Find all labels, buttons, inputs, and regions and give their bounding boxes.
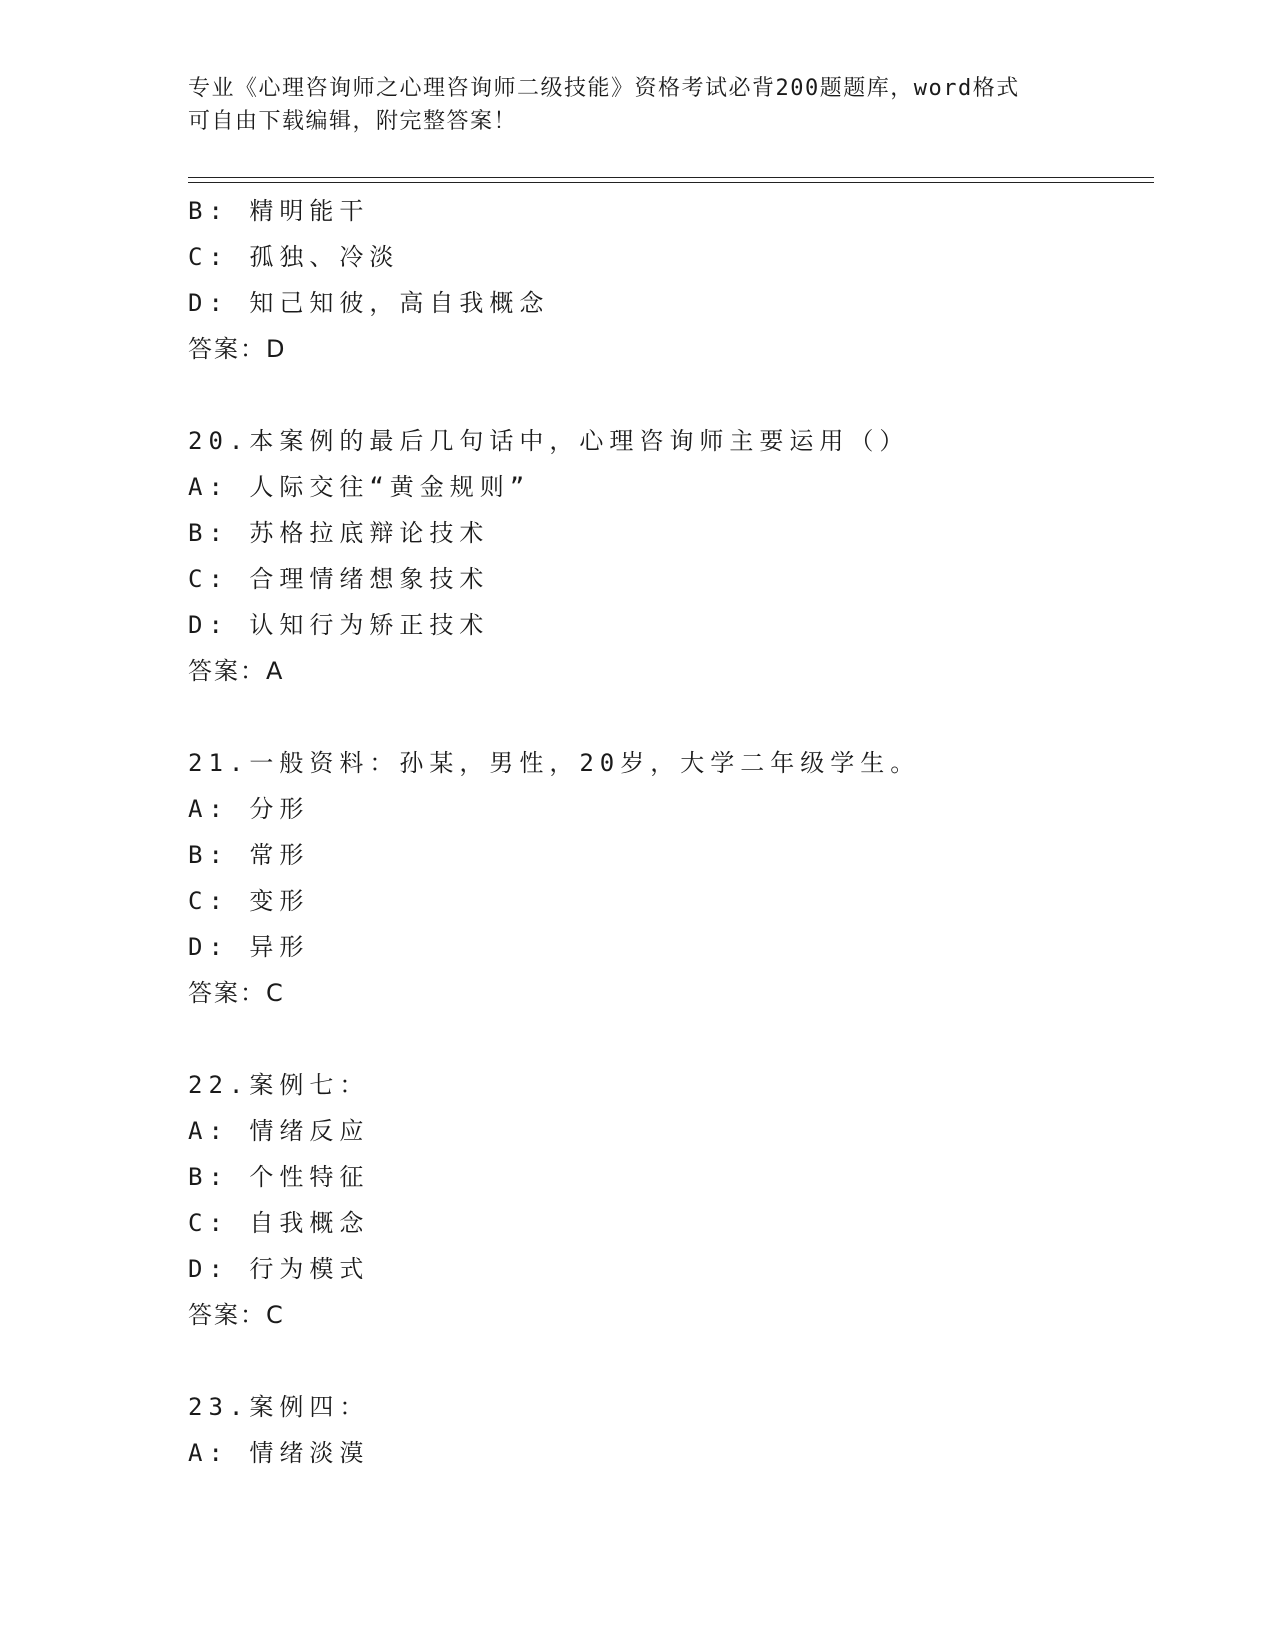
option-b: B: 常形	[188, 841, 310, 869]
question-stem: 20.本案例的最后几句话中，心理咨询师主要运用（）	[188, 427, 910, 455]
answer-line: 答案：C	[188, 979, 285, 1007]
spacer	[188, 694, 1148, 740]
answer-line: 答案：C	[188, 1301, 285, 1329]
option-a: A: 情绪淡漠	[188, 1439, 370, 1467]
question-stem: 21.一般资料：孙某，男性，20岁，大学二年级学生。	[188, 749, 921, 777]
option-c: C: 合理情绪想象技术	[188, 565, 490, 593]
header-line-1: 专业《心理咨询师之心理咨询师二级技能》资格考试必背200题题库，word格式	[188, 76, 1020, 101]
spacer	[188, 1016, 1148, 1062]
document-body	[188, 188, 1148, 1476]
question-20	[188, 418, 1148, 694]
question-22	[188, 1062, 1148, 1338]
option-c: C: 变形	[188, 887, 310, 915]
option-a: A: 分形	[188, 795, 310, 823]
header-divider-top	[188, 177, 1154, 178]
question-stem: 23.案例四：	[188, 1393, 370, 1421]
option-b: B: 苏格拉底辩论技术	[188, 519, 490, 547]
option-c: C: 孤独、冷淡	[188, 243, 400, 271]
option-d: D: 知己知彼，高自我概念	[188, 289, 550, 317]
option-a: A: 人际交往“黄金规则”	[188, 473, 531, 501]
answer-line: 答案：D	[188, 335, 287, 363]
header-divider-bottom	[188, 182, 1154, 183]
question-stem: 22.案例七：	[188, 1071, 370, 1099]
option-b: B: 个性特征	[188, 1163, 370, 1191]
header-line-2: 可自由下载编辑，附完整答案！	[188, 109, 518, 134]
option-c: C: 自我概念	[188, 1209, 370, 1237]
question-19-continued	[188, 188, 1148, 372]
question-21	[188, 740, 1148, 1016]
spacer	[188, 372, 1148, 418]
option-d: D: 认知行为矫正技术	[188, 611, 490, 639]
question-23	[188, 1384, 1148, 1476]
answer-line: 答案：A	[188, 657, 285, 685]
spacer	[188, 1338, 1148, 1384]
option-d: D: 异形	[188, 933, 310, 961]
document-header	[188, 72, 1088, 138]
option-b: B: 精明能干	[188, 197, 370, 225]
option-a: A: 情绪反应	[188, 1117, 370, 1145]
option-d: D: 行为模式	[188, 1255, 370, 1283]
